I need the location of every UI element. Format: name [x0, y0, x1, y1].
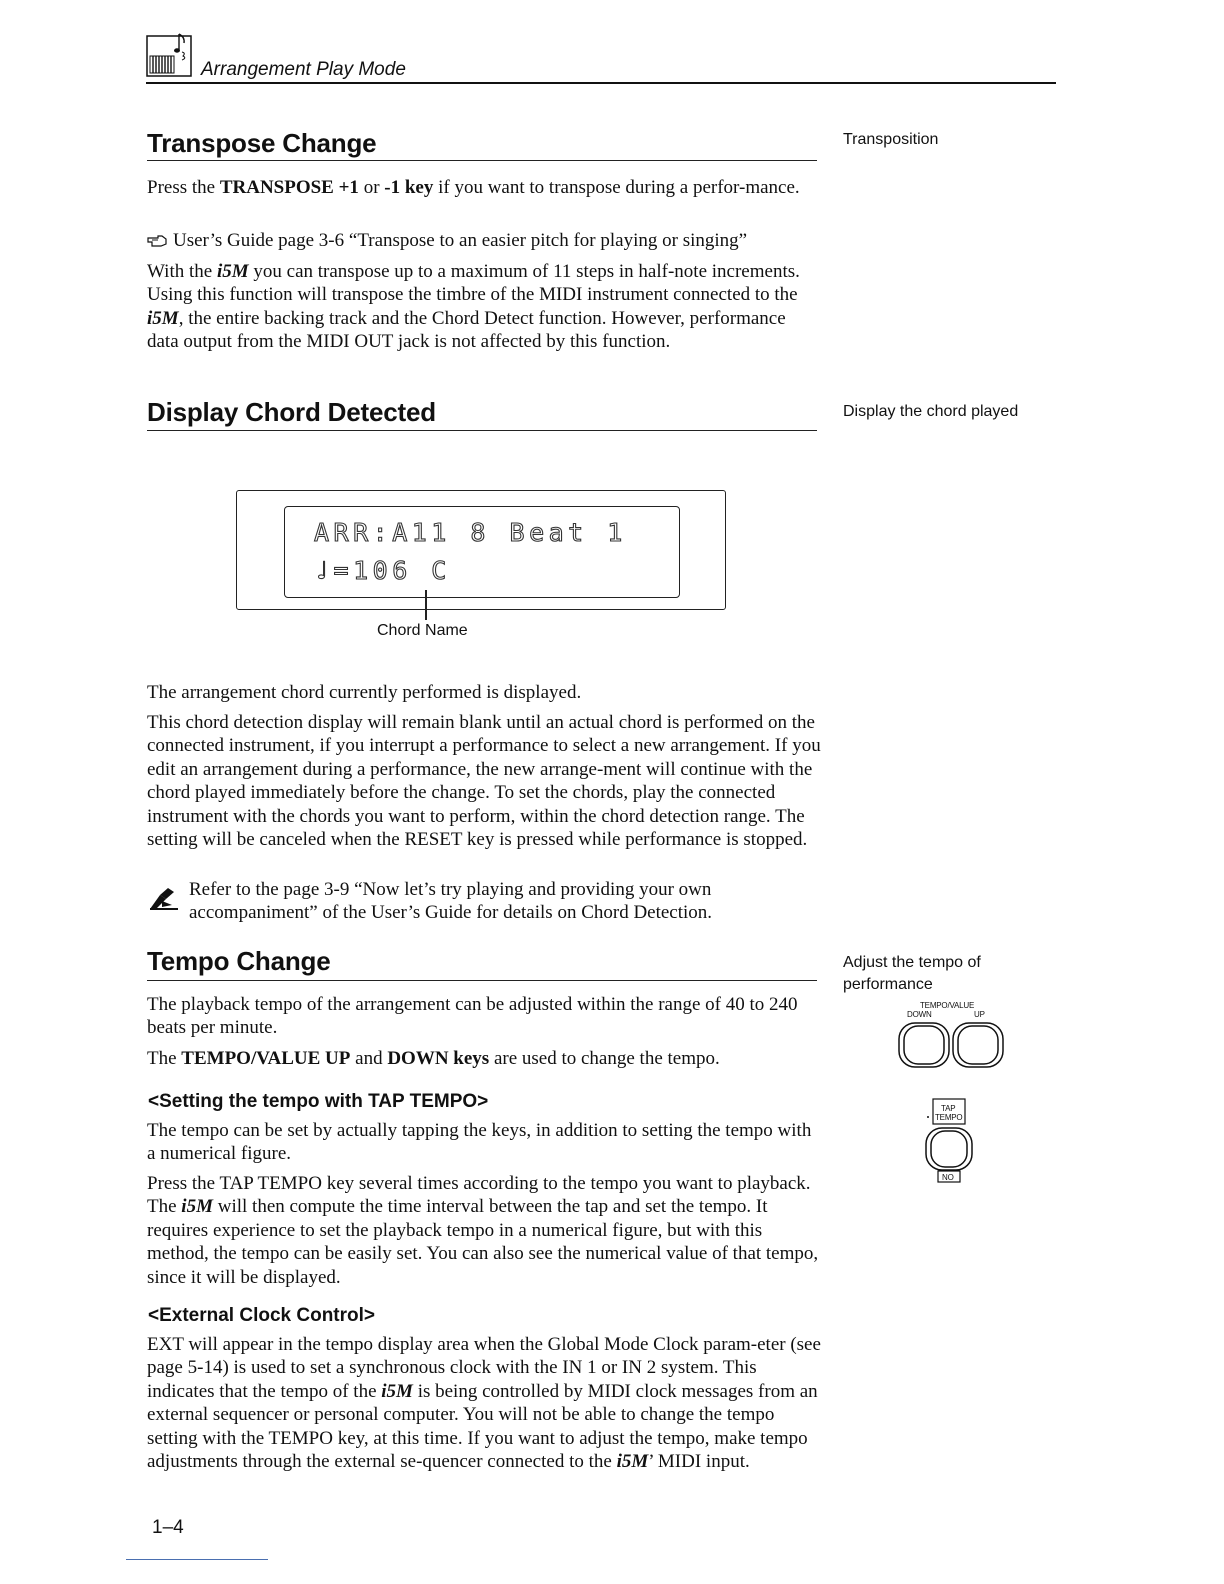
transpose-reference: User’s Guide page 3-6 “Transpose to an easier pitch for playing or singing” [147, 229, 822, 252]
tap-tempo-paragraph-2: Press the TAP TEMPO key several times according to the tempo you want to playback. The i5M will then compute the time interval between the tap and set the tempo. It requires experience to set the playback tempo in a numerical figure, but with this method, the tempo can be easily set. You can also see the numerical value of that tempo, since it will be displayed. [147, 1173, 819, 1288]
display-chord-heading: Display Chord Detected [147, 397, 436, 427]
tempo-key-label: TEMPO [935, 1113, 963, 1122]
tempo-heading: Tempo Change [147, 946, 331, 976]
tempo-value-keys-icon [896, 1020, 1006, 1070]
keyboard-note-icon [146, 32, 192, 78]
up-key-label: UP [974, 1010, 985, 1019]
tap-tempo-heading: <Setting the tempo with TAP TEMPO> [148, 1091, 489, 1112]
down-key [899, 1023, 949, 1067]
transpose-paragraph-2: With the i5M you can transpose up to a maximum of 11 steps in half-note increments. Using this function will transpose the timbre of the MIDI instrument connected to the i5M, the entire backing track and the Chord Detect function. However, performance data output from the MIDI OUT jack is not affected by this function. [147, 261, 800, 353]
tempo-paragraph-2: The TEMPO/VALUE UP and DOWN keys are used to change the tempo. [147, 1048, 720, 1069]
tempo-rule [147, 980, 817, 981]
display-chord-paragraph-1: The arrangement chord currently performed is displayed. [147, 682, 582, 703]
chord-name-caption: Chord Name [377, 622, 468, 639]
transpose-heading: Transpose Change [147, 128, 377, 158]
display-chord-side-note: Display the chord played [843, 403, 1019, 420]
transpose-rule [147, 160, 817, 161]
tap-tempo-paragraph-1: The tempo can be set by actually tapping the keys, in addition to setting the tempo with a numerical figure. [147, 1120, 812, 1165]
external-clock-heading: <External Clock Control> [148, 1305, 376, 1326]
footer-rule [126, 1559, 268, 1560]
no-key-label: NO [942, 1173, 954, 1182]
tempo-paragraph-1: The playback tempo of the arrangement can be adjusted within the range of 40 to 240 beats per minute. [147, 994, 798, 1039]
tempo-value-key-label: TEMPO/VALUE [920, 1001, 975, 1010]
external-clock-paragraph: EXT will appear in the tempo display area when the Global Mode Clock param-eter (see page 5-14) is used to set a synchronous clock with the IN 1 or IN 2 system. This indicates that the tempo of the i5M is being controlled by MIDI clock messages from an external sequencer or personal computer. You will not be able to change the tempo setting with the TEMPO key, at this time. If you want to adjust the tempo, make tempo adjustments through the external se-quencer connected to the i5M’ MIDI input. [147, 1334, 821, 1473]
up-key [953, 1023, 1003, 1067]
chord-detection-note: Refer to the page 3-9 “Now let’s try playing and providing your own accompaniment” of the User’s Guide for details on Chord Detection. [189, 879, 713, 924]
page-number: 1–4 [152, 1517, 184, 1538]
header-title: Arrangement Play Mode [201, 59, 406, 80]
tempo-side-note-line-2: performance [843, 976, 933, 993]
tempo-side-note-line-1: Adjust the tempo of [843, 954, 981, 971]
header-rule [146, 82, 1056, 84]
pencil-note-icon [148, 887, 180, 911]
lcd-line-1: ARR:A11 8 Beat 1 [314, 518, 627, 547]
tap-key-label: TAP [941, 1104, 956, 1113]
down-key-label: DOWN [907, 1010, 932, 1019]
transpose-side-note: Transposition [843, 131, 939, 148]
display-chord-rule [147, 430, 817, 431]
chord-name-pointer [425, 590, 427, 620]
transpose-paragraph-1: Press the TRANSPOSE +1 or -1 key if you want to transpose during a perfor-mance. [147, 177, 800, 198]
lcd-line-2: ♩=106 C [314, 556, 451, 585]
pointing-hand-icon [147, 235, 167, 247]
display-chord-paragraph-2: This chord detection display will remain blank until an actual chord is performed on the connected instrument, if you interrupt a performance to select a new arrangement. If you edit an arrangement during a performance, the new arrange-ment will continue with the chord played immediately before the change. To set the chords, play the connected instrument with the chords you want to perform, within the chord detection range. The setting will be canceled when the RESET key is pressed while performance is stopped. [147, 712, 821, 851]
